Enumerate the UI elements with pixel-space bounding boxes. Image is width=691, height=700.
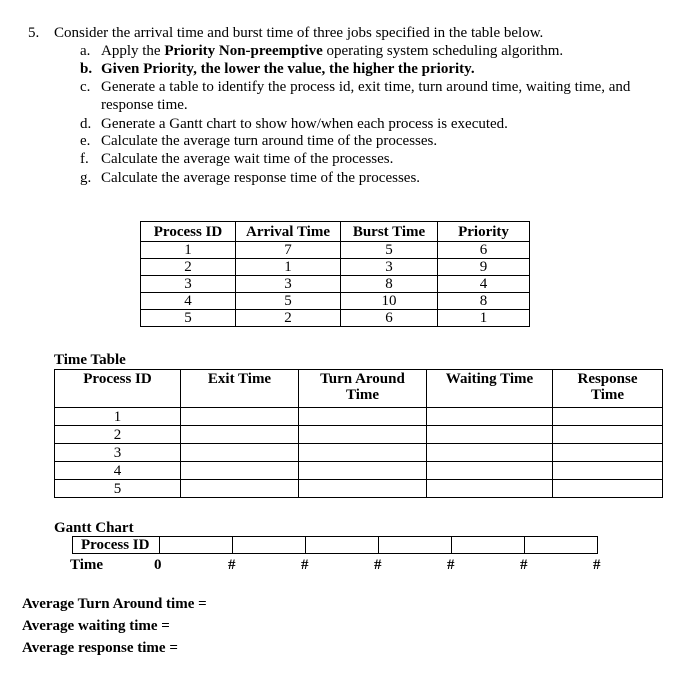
gantt-divider [378, 536, 379, 554]
item-b-text: Given Priority, the lower the value, the higher the priority. [101, 61, 475, 77]
process-id-cell: 2 [141, 259, 236, 276]
gantt-divider [232, 536, 233, 554]
turn-around-cell[interactable] [299, 408, 427, 426]
gantt-time-marker: # [447, 557, 455, 573]
arrival-time-cell: 5 [236, 293, 341, 310]
priority-cell: 1 [438, 310, 530, 327]
gantt-time-marker: # [301, 557, 309, 573]
gantt-process-id-label: Process ID [81, 537, 150, 553]
burst-time-cell: 10 [341, 293, 438, 310]
table-row [141, 242, 530, 259]
item-f-text: Calculate the average wait time of the processes. [101, 151, 394, 167]
waiting-time-cell[interactable] [427, 444, 553, 462]
table-row [141, 259, 530, 276]
burst-time-cell: 6 [341, 310, 438, 327]
time-header-waiting-time: Waiting Time [427, 370, 553, 408]
turn-around-cell[interactable] [299, 462, 427, 480]
item-a-text: Apply the Priority Non-preemptive operating system scheduling algorithm. [101, 43, 564, 59]
burst-time-cell: 8 [341, 276, 438, 293]
time-header-turn-around-time: Turn Around Time [299, 370, 427, 408]
exit-time-cell[interactable] [181, 480, 299, 498]
item-a-marker: a. [80, 43, 91, 59]
turn-around-cell[interactable] [299, 480, 427, 498]
jobs-header-priority: Priority [438, 222, 530, 242]
table-row [55, 462, 663, 480]
time-table [54, 369, 663, 498]
response-time-cell[interactable] [553, 408, 663, 426]
table-row [55, 426, 663, 444]
question-number: 5. [28, 25, 40, 41]
exit-time-cell[interactable] [181, 462, 299, 480]
gantt-divider [305, 536, 306, 554]
item-c-text-line1: Generate a table to identify the process id, exit time, turn around time, waiting time, and [101, 79, 631, 95]
time-row-process-id: 3 [55, 444, 181, 462]
item-d-text: Generate a Gantt chart to show how/when each process is executed. [101, 116, 508, 132]
process-id-cell: 3 [141, 276, 236, 293]
time-row-process-id: 2 [55, 426, 181, 444]
jobs-table-header-row [141, 222, 530, 242]
jobs-table [140, 221, 530, 327]
table-row [55, 408, 663, 426]
item-g-marker: g. [80, 170, 92, 186]
arrival-time-cell: 7 [236, 242, 341, 259]
exit-time-cell[interactable] [181, 444, 299, 462]
average-turn-around-label: Average Turn Around time = [22, 596, 207, 612]
priority-cell: 6 [438, 242, 530, 259]
gantt-time-marker: 0 [154, 557, 162, 573]
question-intro: Consider the arrival time and burst time of three jobs specified in the table below. [54, 25, 544, 41]
gantt-divider [524, 536, 525, 554]
table-row [141, 310, 530, 327]
item-b-marker: b. [80, 61, 93, 77]
process-id-cell: 4 [141, 293, 236, 310]
burst-time-cell: 5 [341, 242, 438, 259]
item-e-marker: e. [80, 133, 91, 149]
gantt-time-marker: # [593, 557, 601, 573]
item-c-text-line2: response time. [101, 97, 188, 113]
waiting-time-cell[interactable] [427, 408, 553, 426]
gantt-time-label: Time [70, 557, 104, 573]
exit-time-cell[interactable] [181, 426, 299, 444]
item-d-marker: d. [80, 116, 92, 132]
table-row [141, 276, 530, 293]
time-header-exit-time: Exit Time [181, 370, 299, 408]
table-row [141, 293, 530, 310]
response-time-cell[interactable] [553, 480, 663, 498]
gantt-divider [451, 536, 452, 554]
turn-around-cell[interactable] [299, 444, 427, 462]
table-row [55, 444, 663, 462]
item-e-text: Calculate the average turn around time of the processes. [101, 133, 438, 149]
item-c-marker: c. [80, 79, 91, 95]
waiting-time-cell[interactable] [427, 462, 553, 480]
priority-cell: 4 [438, 276, 530, 293]
gantt-title: Gantt Chart [54, 520, 134, 536]
response-time-cell[interactable] [553, 426, 663, 444]
burst-time-cell: 3 [341, 259, 438, 276]
time-table-title: Time Table [54, 352, 126, 368]
time-row-process-id: 1 [55, 408, 181, 426]
priority-cell: 8 [438, 293, 530, 310]
time-row-process-id: 5 [55, 480, 181, 498]
jobs-header-burst-time: Burst Time [341, 222, 438, 242]
priority-cell: 9 [438, 259, 530, 276]
average-waiting-label: Average waiting time = [22, 618, 170, 634]
time-header-response-time: Response Time [553, 370, 663, 408]
table-row [55, 480, 663, 498]
item-g-text: Calculate the average response time of the processes. [101, 170, 421, 186]
average-response-label: Average response time = [22, 640, 178, 656]
response-time-cell[interactable] [553, 444, 663, 462]
response-time-cell[interactable] [553, 462, 663, 480]
jobs-header-process-id: Process ID [141, 222, 236, 242]
gantt-time-marker: # [520, 557, 528, 573]
arrival-time-cell: 2 [236, 310, 341, 327]
process-id-cell: 5 [141, 310, 236, 327]
item-f-marker: f. [80, 151, 89, 167]
waiting-time-cell[interactable] [427, 426, 553, 444]
gantt-time-marker: # [374, 557, 382, 573]
arrival-time-cell: 1 [236, 259, 341, 276]
process-id-cell: 1 [141, 242, 236, 259]
arrival-time-cell: 3 [236, 276, 341, 293]
time-row-process-id: 4 [55, 462, 181, 480]
time-header-process-id: Process ID [55, 370, 181, 408]
time-table-header-row [55, 370, 663, 408]
waiting-time-cell[interactable] [427, 480, 553, 498]
gantt-time-marker: # [228, 557, 236, 573]
turn-around-cell[interactable] [299, 426, 427, 444]
exit-time-cell[interactable] [181, 408, 299, 426]
jobs-header-arrival-time: Arrival Time [236, 222, 341, 242]
